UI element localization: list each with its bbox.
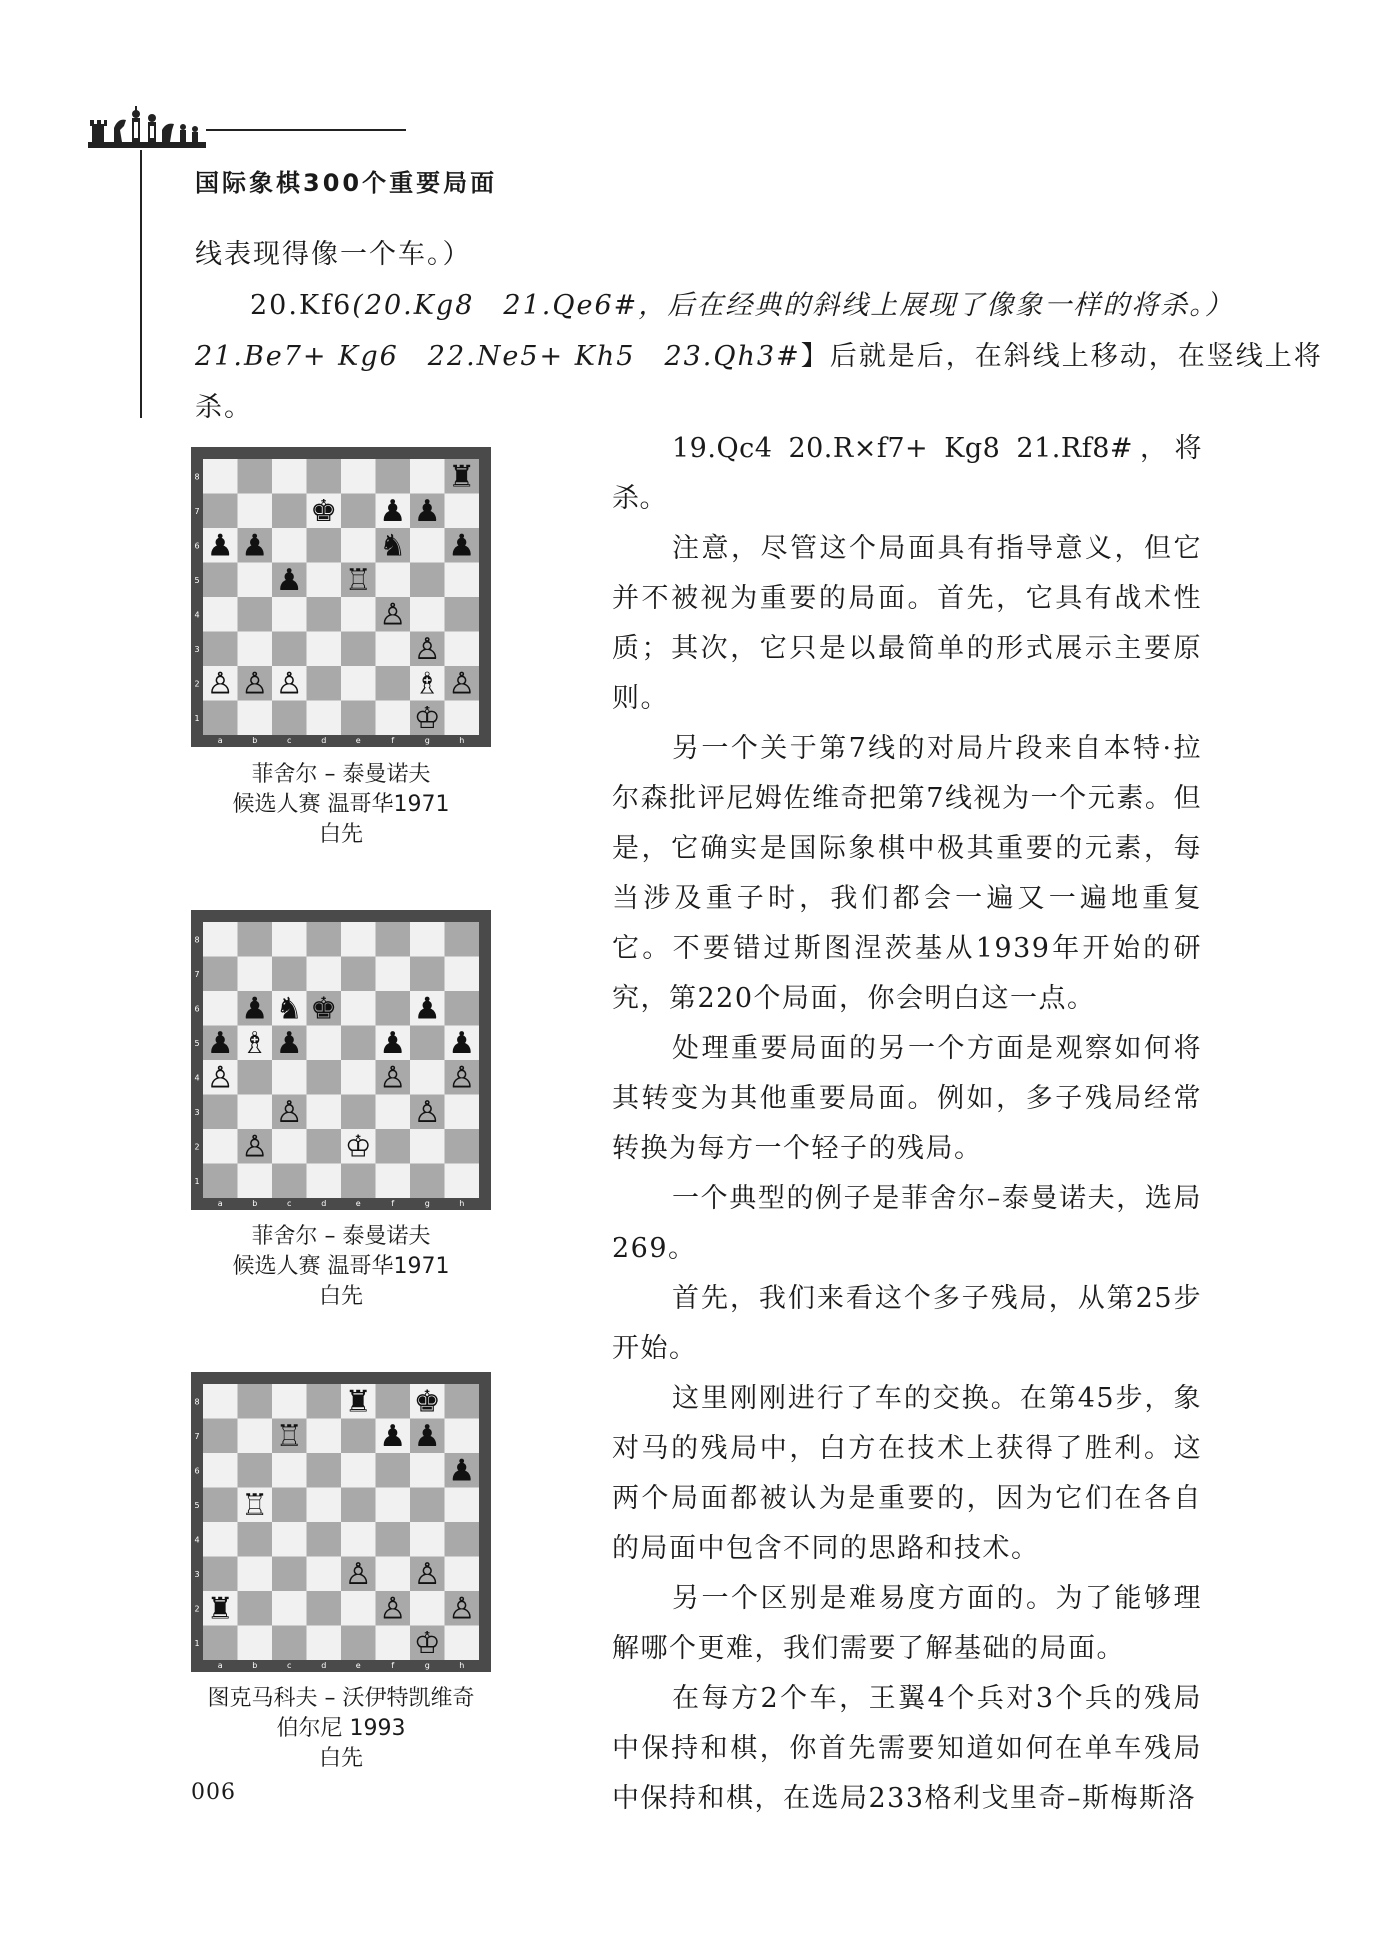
rank-label: 2 <box>194 1142 200 1152</box>
board-square <box>410 459 445 494</box>
board-square <box>238 701 273 736</box>
diagram-caption-2 <box>191 1222 491 1312</box>
file-label: c <box>287 1661 292 1670</box>
black-pawn-icon: ♟ <box>379 493 407 529</box>
file-label: a <box>217 736 223 745</box>
caption-to-move: 白先 <box>318 822 363 847</box>
board-square <box>203 1095 238 1130</box>
board-square <box>376 1384 411 1419</box>
header-rule <box>206 129 406 131</box>
board-square <box>238 1095 273 1130</box>
board-square <box>203 1164 238 1199</box>
board-square <box>341 701 376 736</box>
board-square <box>376 1129 411 1164</box>
board-square <box>376 1522 411 1557</box>
board-square <box>341 1164 376 1199</box>
rank-label: 1 <box>194 1638 200 1648</box>
board-square <box>341 1095 376 1130</box>
board-square <box>203 632 238 667</box>
board-square <box>307 1453 342 1488</box>
margin-rule <box>140 150 142 418</box>
board-square <box>410 1522 445 1557</box>
board-square <box>376 1095 411 1130</box>
board-square <box>445 957 480 992</box>
black-pawn-icon: ♟ <box>413 493 441 529</box>
black-pawn-icon: ♟ <box>448 1453 476 1489</box>
caption-players: 图克马科夫 – 沃伊特凯维奇 <box>207 1686 475 1711</box>
board-square <box>445 1626 480 1661</box>
board-square <box>307 528 342 563</box>
file-label: d <box>321 736 327 745</box>
board-square <box>307 701 342 736</box>
board-square <box>376 666 411 701</box>
board-square <box>410 1453 445 1488</box>
top-text-line-1: 线表现得像一个车。） <box>195 239 472 270</box>
white-pawn-icon: ♙ <box>206 666 234 702</box>
board-square <box>376 957 411 992</box>
white-pawn-icon: ♙ <box>379 1591 407 1627</box>
white-pawn-icon: ♙ <box>275 666 303 702</box>
board-square <box>238 563 273 598</box>
board-square <box>410 957 445 992</box>
board-square <box>445 922 480 957</box>
board-square <box>445 701 480 736</box>
board-square <box>272 1626 307 1661</box>
black-pawn-icon: ♟ <box>275 1025 303 1061</box>
board-square <box>341 666 376 701</box>
board-square <box>307 957 342 992</box>
paragraph: 另一个区别是难易度方面的。为了能够理解哪个更难，我们需要了解基础的局面。 <box>612 1583 1202 1664</box>
caption-players: 菲舍尔 – 泰曼诺夫 <box>251 762 431 787</box>
white-pawn-icon: ♙ <box>413 1556 441 1592</box>
file-label: c <box>287 1199 292 1208</box>
rank-label: 1 <box>194 1176 200 1186</box>
file-label: f <box>391 736 395 745</box>
board-square <box>203 922 238 957</box>
file-label: h <box>459 1199 465 1208</box>
board-square <box>376 1557 411 1592</box>
board-square <box>272 528 307 563</box>
board-square <box>445 1164 480 1199</box>
file-label: e <box>355 1661 361 1670</box>
board-square <box>272 957 307 992</box>
board-square <box>272 922 307 957</box>
white-rook-icon: ♖ <box>344 562 372 598</box>
board-square <box>445 1522 480 1557</box>
white-pawn-icon: ♙ <box>448 1591 476 1627</box>
rank-label: 4 <box>194 610 200 620</box>
file-label: f <box>391 1661 395 1670</box>
rank-label: 8 <box>194 935 200 945</box>
paragraph: 另一个关于第7线的对局片段来自本特·拉尔森批评尼姆佐维奇把第7线视为一个元素。但是，它确实是国际象棋中极其重要的元素，每当涉及重子时，我们都会一遍又一遍地重复它。不要错过斯图涅茨基从1939年开始的研究，第220个局面，你会明白这一点。 <box>612 733 1202 1014</box>
board-square <box>341 991 376 1026</box>
board-square <box>238 1164 273 1199</box>
diagram-caption-3 <box>191 1684 491 1774</box>
board-square <box>238 1060 273 1095</box>
rank-label: 7 <box>194 1431 200 1441</box>
file-label: a <box>217 1199 223 1208</box>
chess-pieces-logo <box>88 106 206 154</box>
board-square <box>445 991 480 1026</box>
black-knight-icon: ♞ <box>275 991 303 1027</box>
board-square <box>410 597 445 632</box>
board-square <box>307 632 342 667</box>
board-square <box>410 1129 445 1164</box>
board-square <box>203 1419 238 1454</box>
board-square <box>341 957 376 992</box>
board-square <box>272 494 307 529</box>
black-pawn-icon: ♟ <box>275 562 303 598</box>
board-square <box>272 1591 307 1626</box>
board-square <box>307 563 342 598</box>
white-pawn-icon: ♙ <box>241 1129 269 1165</box>
rank-label: 8 <box>194 472 200 482</box>
board-square <box>203 1129 238 1164</box>
caption-event: 候选人赛 温哥华1971 <box>232 792 450 817</box>
black-pawn-icon: ♟ <box>241 991 269 1027</box>
board-square <box>410 922 445 957</box>
board-square <box>341 1488 376 1523</box>
board-square <box>341 632 376 667</box>
page-number: 006 <box>191 1780 236 1805</box>
board-square <box>307 459 342 494</box>
rank-label: 5 <box>194 1500 200 1510</box>
board-square <box>341 1453 376 1488</box>
diagram-caption-1 <box>191 760 491 850</box>
white-pawn-icon: ♙ <box>379 1060 407 1096</box>
board-square <box>341 494 376 529</box>
board-square <box>272 1522 307 1557</box>
file-label: b <box>252 1661 258 1670</box>
paragraph: 19.Qc4 20.R×f7+ Kg8 21.Rf8#，将杀。 <box>612 433 1202 514</box>
board-square <box>445 597 480 632</box>
board-square <box>238 1419 273 1454</box>
chess-board <box>191 1372 491 1672</box>
board-square <box>203 1384 238 1419</box>
caption-event: 候选人赛 温哥华1971 <box>232 1254 450 1279</box>
caption-event: 伯尔尼 1993 <box>276 1716 406 1741</box>
white-king-icon: ♔ <box>413 1625 441 1661</box>
board-square <box>445 1488 480 1523</box>
book-title: 国际象棋300个重要局面 <box>195 169 498 197</box>
paragraph: 注意，尽管这个局面具有指导意义，但它并不被视为重要的局面。首先，它具有战术性质；其次，它只是以最简单的形式展示主要原则。 <box>612 533 1202 714</box>
rank-label: 1 <box>194 713 200 723</box>
board-square <box>307 1384 342 1419</box>
board-square <box>307 1419 342 1454</box>
file-label: a <box>217 1661 223 1670</box>
board-square <box>203 459 238 494</box>
chess-diagram-1 <box>191 447 491 747</box>
paragraph: 这里刚刚进行了车的交换。在第45步，象对马的残局中，白方在技术上获得了胜利。这两个局面都被认为是重要的，因为它们在各自的局面中包含不同的思路和技术。 <box>612 1383 1202 1564</box>
board-square <box>341 1591 376 1626</box>
board-square <box>307 1591 342 1626</box>
chess-diagram-3 <box>191 1372 491 1672</box>
board-square <box>376 1164 411 1199</box>
board-square <box>376 991 411 1026</box>
board-square <box>238 1626 273 1661</box>
file-label: g <box>424 1661 430 1670</box>
black-pawn-icon: ♟ <box>241 528 269 564</box>
board-square <box>445 1419 480 1454</box>
board-square <box>238 494 273 529</box>
rank-label: 2 <box>194 1604 200 1614</box>
white-rook-icon: ♖ <box>275 1418 303 1454</box>
rank-label: 5 <box>194 575 200 585</box>
board-square <box>445 1557 480 1592</box>
board-square <box>410 528 445 563</box>
paragraph: 首先，我们来看这个多子残局，从第25步开始。 <box>612 1283 1202 1364</box>
black-pawn-icon: ♟ <box>413 1418 441 1454</box>
top-text-line-2: 20.Kf6(20.Kg8 21.Qe6#，后在经典的斜线上展现了像象一样的将杀。） <box>250 290 1234 321</box>
paragraph: 处理重要局面的另一个方面是观察如何将其转变为其他重要局面。例如，多子残局经常转换为每方一个轻子的残局。 <box>612 1033 1202 1164</box>
board-square <box>341 1626 376 1661</box>
file-label: g <box>424 736 430 745</box>
black-pawn-icon: ♟ <box>379 1418 407 1454</box>
white-bishop-icon: ♗ <box>413 666 441 702</box>
black-pawn-icon: ♟ <box>379 1025 407 1061</box>
board-square <box>341 1026 376 1061</box>
board-square <box>307 597 342 632</box>
black-rook-icon: ♜ <box>344 1384 372 1420</box>
white-bishop-icon: ♗ <box>241 1025 269 1061</box>
board-square <box>410 1026 445 1061</box>
paragraph: 一个典型的例子是菲舍尔–泰曼诺夫，选局269。 <box>612 1183 1202 1264</box>
board-square <box>203 991 238 1026</box>
white-pawn-icon: ♙ <box>241 666 269 702</box>
black-pawn-icon: ♟ <box>206 528 234 564</box>
board-square <box>341 1060 376 1095</box>
rank-label: 6 <box>194 541 200 551</box>
board-square <box>307 1164 342 1199</box>
rank-label: 5 <box>194 1038 200 1048</box>
rank-label: 3 <box>194 1569 200 1579</box>
board-square <box>307 1129 342 1164</box>
board-square <box>376 1453 411 1488</box>
file-label: e <box>355 736 361 745</box>
white-pawn-icon: ♙ <box>413 631 441 667</box>
board-square <box>445 1384 480 1419</box>
white-pawn-icon: ♙ <box>206 1060 234 1096</box>
black-pawn-icon: ♟ <box>448 1025 476 1061</box>
file-label: h <box>459 736 465 745</box>
board-square <box>203 1488 238 1523</box>
board-square <box>203 957 238 992</box>
board-square <box>238 957 273 992</box>
board-square <box>203 1626 238 1661</box>
board-square <box>445 1129 480 1164</box>
rank-label: 3 <box>194 644 200 654</box>
board-square <box>341 922 376 957</box>
black-knight-icon: ♞ <box>379 528 407 564</box>
board-square <box>307 1060 342 1095</box>
board-square <box>376 563 411 598</box>
file-label: g <box>424 1199 430 1208</box>
chess-board <box>191 447 491 747</box>
board-square <box>238 1591 273 1626</box>
rank-label: 3 <box>194 1107 200 1117</box>
rank-label: 4 <box>194 1073 200 1083</box>
chess-board <box>191 910 491 1210</box>
board-square <box>238 922 273 957</box>
board-square <box>272 1060 307 1095</box>
caption-players: 菲舍尔 – 泰曼诺夫 <box>251 1224 431 1249</box>
black-pawn-icon: ♟ <box>413 991 441 1027</box>
black-pawn-icon: ♟ <box>448 528 476 564</box>
black-pawn-icon: ♟ <box>206 1025 234 1061</box>
white-pawn-icon: ♙ <box>344 1556 372 1592</box>
rank-label: 7 <box>194 969 200 979</box>
board-square <box>376 701 411 736</box>
rank-label: 4 <box>194 1535 200 1545</box>
board-square <box>272 1488 307 1523</box>
board-square <box>445 1095 480 1130</box>
board-square <box>272 1384 307 1419</box>
board-square <box>341 528 376 563</box>
rank-label: 8 <box>194 1397 200 1407</box>
board-square <box>203 1557 238 1592</box>
board-square <box>238 597 273 632</box>
white-pawn-icon: ♙ <box>379 597 407 633</box>
file-label: c <box>287 736 292 745</box>
board-square <box>238 459 273 494</box>
board-square <box>307 1557 342 1592</box>
board-square <box>445 563 480 598</box>
file-label: b <box>252 1199 258 1208</box>
top-text-line-4: 杀。 <box>195 392 253 423</box>
black-rook-icon: ♜ <box>206 1591 234 1627</box>
file-label: d <box>321 1199 327 1208</box>
board-square <box>203 597 238 632</box>
board-square <box>238 1384 273 1419</box>
board-square <box>272 1557 307 1592</box>
board-square <box>272 632 307 667</box>
board-square <box>307 1095 342 1130</box>
board-square <box>307 1522 342 1557</box>
black-king-icon: ♚ <box>310 493 338 529</box>
board-square <box>376 922 411 957</box>
board-square <box>307 1026 342 1061</box>
board-square <box>203 1453 238 1488</box>
board-square <box>445 632 480 667</box>
board-square <box>341 1522 376 1557</box>
board-square <box>238 632 273 667</box>
file-label: f <box>391 1199 395 1208</box>
board-square <box>307 1488 342 1523</box>
board-square <box>272 1164 307 1199</box>
board-square <box>272 597 307 632</box>
board-square <box>238 1522 273 1557</box>
board-square <box>307 922 342 957</box>
black-rook-icon: ♜ <box>448 459 476 495</box>
board-square <box>410 1164 445 1199</box>
file-label: d <box>321 1661 327 1670</box>
board-square <box>203 494 238 529</box>
white-pawn-icon: ♙ <box>448 1060 476 1096</box>
white-pawn-icon: ♙ <box>413 1094 441 1130</box>
chess-diagram-2 <box>191 910 491 1210</box>
board-square <box>307 666 342 701</box>
file-label: e <box>355 1199 361 1208</box>
board-square <box>445 494 480 529</box>
white-pawn-icon: ♙ <box>448 666 476 702</box>
paragraph: 在每方2个车，王翼4个兵对3个兵的残局中保持和棋，你首先需要知道如何在单车残局中保持和棋，在选局233格利戈里奇–斯梅斯洛 <box>612 1683 1202 1814</box>
board-square <box>203 563 238 598</box>
top-text-line-3: 21.Be7+ Kg6 22.Ne5+ Kh5 23.Qh3#】后就是后，在斜线上移动，在竖线上将 <box>195 341 1323 372</box>
board-square <box>376 1626 411 1661</box>
board-square <box>410 1488 445 1523</box>
caption-to-move: 白先 <box>318 1746 363 1771</box>
board-square <box>238 1453 273 1488</box>
black-king-icon: ♚ <box>413 1384 441 1420</box>
file-label: b <box>252 736 258 745</box>
board-square <box>272 701 307 736</box>
file-label: h <box>459 1661 465 1670</box>
board-square <box>410 1591 445 1626</box>
black-king-icon: ♚ <box>310 991 338 1027</box>
rank-label: 2 <box>194 679 200 689</box>
white-king-icon: ♔ <box>413 700 441 736</box>
board-square <box>272 1129 307 1164</box>
body-text-column <box>612 424 1202 1824</box>
board-square <box>410 1060 445 1095</box>
board-square <box>341 597 376 632</box>
white-rook-icon: ♖ <box>241 1487 269 1523</box>
rank-label: 6 <box>194 1466 200 1476</box>
board-square <box>376 632 411 667</box>
white-king-icon: ♔ <box>344 1129 372 1165</box>
board-square <box>341 1419 376 1454</box>
board-square <box>341 459 376 494</box>
board-square <box>376 1488 411 1523</box>
rank-label: 7 <box>194 506 200 516</box>
caption-to-move: 白先 <box>318 1284 363 1309</box>
white-pawn-icon: ♙ <box>275 1094 303 1130</box>
board-square <box>238 1557 273 1592</box>
board-square <box>203 701 238 736</box>
board-square <box>376 459 411 494</box>
board-square <box>410 563 445 598</box>
board-square <box>272 1453 307 1488</box>
board-square <box>203 1522 238 1557</box>
rank-label: 6 <box>194 1004 200 1014</box>
board-square <box>272 459 307 494</box>
board-square <box>307 1626 342 1661</box>
